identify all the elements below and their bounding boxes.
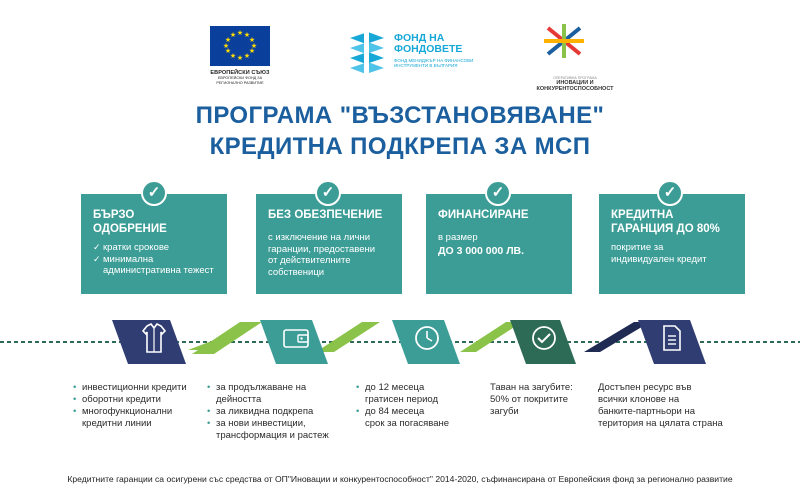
card-title: БЕЗ ОБЕЗПЕЧЕНИЕ <box>268 209 383 221</box>
fund-title-line1: ФОНД НА <box>394 32 445 44</box>
eu-logo <box>210 26 270 85</box>
document-icon <box>661 324 683 352</box>
op-small-text: ОПЕРАТИВНА ПРОГРАМА <box>553 76 597 80</box>
shirt-icon <box>141 323 167 353</box>
card-text-line: в размер <box>438 232 478 243</box>
op-logo <box>530 24 620 92</box>
list-item: • за продължаване на <box>206 382 329 394</box>
footer-note: Кредитните гаранции са осигурени със средства от ОП"Иновации и конкурентоспособност" 2014-2020, съфинансирана от Европейския фонд за регионално развитие <box>67 474 733 484</box>
eu-name: ЕВРОПЕЙСКИ СЪЮЗ <box>210 70 270 76</box>
eu-flag-icon: ★ ★ ★ ★ ★ ★ ★ ★ ★ ★ ★ ★ <box>210 26 270 66</box>
clock-icon <box>414 325 440 351</box>
text-line: 50% от покритите <box>490 394 569 405</box>
list-item: • оборотни кредити <box>72 394 187 406</box>
list-item-continuation: трансформация и растеж <box>216 430 329 441</box>
card-text-line: покритие за <box>611 242 664 253</box>
text-line: загуби <box>490 406 519 417</box>
timeline-connector <box>584 322 650 352</box>
card-text-line: гаранции, предоставени <box>268 243 376 255</box>
list-item: • до 84 месеца <box>355 406 449 418</box>
list-item-continuation: срок за погасяване <box>365 418 450 429</box>
card-title <box>93 208 215 236</box>
card-bullet-continuation: административна тежест <box>103 265 214 276</box>
card-title: ФИНАНСИРАНЕ <box>438 209 529 221</box>
column-availability <box>598 382 723 430</box>
card-title <box>611 208 733 236</box>
list-item: • многофункционални <box>72 406 187 418</box>
fund-subtitle: ФОНД МЕНИДЖЪР НА ФИНАНСОВИ ИНСТРУМЕНТИ В БЪЛГАРИЯ <box>394 58 474 68</box>
text-line: банките-партньори на <box>598 406 695 417</box>
card-text <box>268 232 390 278</box>
timeline-connector <box>316 322 380 352</box>
feature-card-credit-guarantee <box>599 194 745 294</box>
list-item: • инвестиционни кредити <box>72 382 187 394</box>
column-terms <box>355 382 449 430</box>
check-icon: ✓ <box>141 180 167 206</box>
column-credit-types <box>72 382 187 430</box>
column-purposes <box>206 382 329 442</box>
card-bullets <box>93 242 215 277</box>
text-line: Достъпен ресурс във <box>598 382 692 393</box>
text-line: всички клонове на <box>598 394 680 405</box>
list-item: • до 12 месеца <box>355 382 449 394</box>
list-item: • за ликвидна подкрепа <box>206 406 329 418</box>
eu-subtitle: ЕВРОПЕЙСКИ ФОНД ЗА РЕГИОНАЛНО РАЗВИТИЕ <box>216 76 264 85</box>
op-cross-icon <box>544 24 584 58</box>
text-line: територия на цялата страна <box>598 418 723 429</box>
list-item-continuation: кредитни линии <box>82 418 152 429</box>
fund-of-funds-logo <box>348 30 483 80</box>
list-item-continuation: гратисен период <box>365 394 439 405</box>
check-icon: ✓ <box>657 180 683 206</box>
fund-title <box>394 33 462 55</box>
op-name-line1: ИНОВАЦИИ И <box>556 80 594 86</box>
card-bullet: ✓ кратки срокове <box>93 242 215 254</box>
feature-card-financing <box>426 194 572 294</box>
card-amount: ДО 3 000 000 ЛВ. <box>438 244 525 257</box>
card-text-line: с изключение на лични <box>268 232 371 243</box>
card-text <box>438 232 560 257</box>
check-icon: ✓ <box>315 180 341 206</box>
check-circle-icon <box>531 325 557 351</box>
check-icon: ✓ <box>485 180 511 206</box>
fund-title-line2: ФОНДОВЕТЕ <box>394 43 463 55</box>
card-title-line2: ГАРАНЦИЯ ДО 80% <box>611 223 720 235</box>
card-bullet: ✓ минимална <box>93 254 215 266</box>
op-name-line2: КОНКУРЕНТОСПОСОБНОСТ <box>536 86 614 92</box>
page-title-line2: КРЕДИТНА ПОДКРЕПА ЗА МСП <box>209 133 591 160</box>
feature-card-no-collateral <box>256 194 402 294</box>
text-line: Таван на загубите: <box>490 382 573 393</box>
wallet-icon <box>282 326 310 350</box>
fund-of-funds-mark-icon <box>348 30 386 80</box>
column-loss-cap <box>490 382 573 418</box>
feature-card-fast-approval <box>81 194 227 294</box>
card-text-line: собственици <box>268 266 325 278</box>
page-title-line1: ПРОГРАМА "ВЪЗСТАНОВЯВАНЕ" <box>195 102 605 129</box>
op-name <box>530 80 620 92</box>
card-title-line2: ОДОБРЕНИЕ <box>93 223 167 235</box>
timeline-connector <box>192 322 262 354</box>
card-title-line1: БЪРЗО <box>93 209 135 221</box>
card-text-line: от действителните <box>268 255 351 266</box>
card-text-line: индивидуален кредит <box>611 253 707 265</box>
card-title-line1: КРЕДИТНА <box>611 209 674 221</box>
list-item: • за нови инвестиции, <box>206 418 329 430</box>
list-item-continuation: дейността <box>216 394 262 405</box>
card-text <box>611 242 733 265</box>
